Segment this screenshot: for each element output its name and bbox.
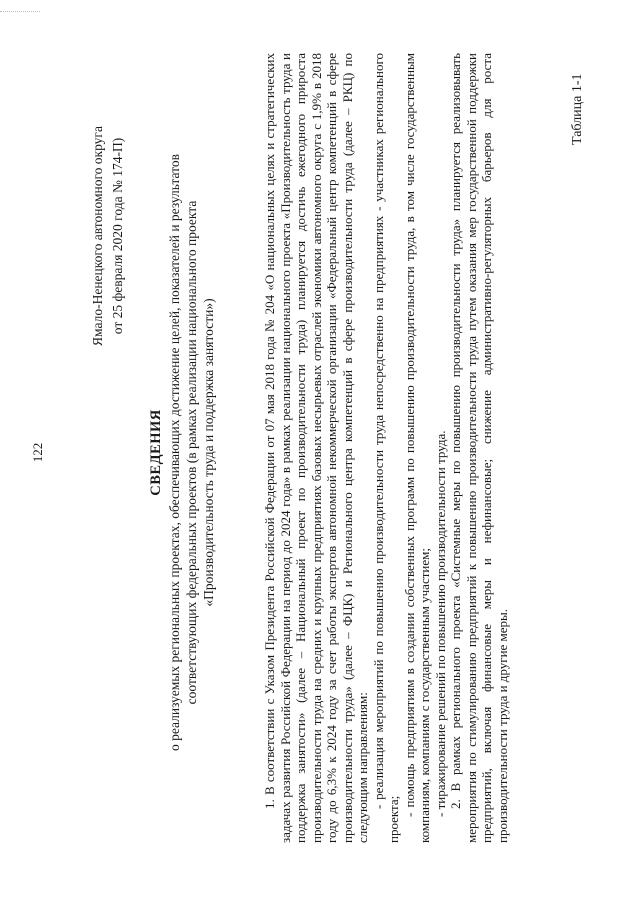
page-number: 122 <box>30 442 45 463</box>
paragraph-bullet-3: - тиражирование решений по повышению производительности труда. <box>432 430 448 817</box>
paragraph-1: 1. В соответствии с Указом Президента Российской Федерации от 07 мая 2018 года № 204 «О национальных целях и стратегических задачах развития Российской Федерации на период до 2024 года» в рамках реализации национального проекта «Производительность труда и поддержка занятости» (далее – Национальный проект по производительности труда) планируется достичь ежегодного прироста производительности труда на средних и крупных предприятиях базовых несырьевых отраслей экономики автономного округа с 1,9% в 2018 году до 6,3% к 2024 году за счет работы экспертов автономной некоммерческой организации «Федеральный центр компетенций в сфере производительности труда» (далее – ФЦК) и Регионального центра компетенций в сфере производительности труда (далее – РКЦ) по следующим направлениям: <box>262 53 370 843</box>
document-header <box>88 100 128 372</box>
subtitle-line-3: «Производительность труда и поддержка занятости») <box>201 298 216 607</box>
table-label: Таблица 1-1 <box>570 73 585 145</box>
header-line-1: Ямало-Ненецкого автономного округа <box>90 126 105 346</box>
subtitle-line-2: соответствующих федеральных проектов (в рамках реализации национального проекта <box>184 200 199 705</box>
page-title: СВЕДЕНИЯ <box>148 409 164 496</box>
header-line-2: от 25 февраля 2020 года № 174-П) <box>110 137 125 335</box>
paragraph-bullet-1: - реализация мероприятий по повышению производительности труда непосредственно на предприятиях - участниках регионального проекта; <box>370 53 401 843</box>
subtitle-line-1: о реализуемых региональных проектах, обеспечивающих достижение целей, показателей и результатов <box>167 154 182 751</box>
page-subtitle <box>166 40 217 865</box>
body-text <box>262 53 510 843</box>
paragraph-2: 2. В рамках регионального проекта «Системные меры по повышению производительности труда» планируется реализовывать мероприятия по стимулированию предприятий к повышению производительности труда путем оказания мер государственной поддержки предприятий, включая финансовые меры и нефинансовые; снижение административно-регуляторных барьеров для роста производительности труда и другие меры. <box>448 53 510 843</box>
paragraph-bullet-2: - помощь предприятиям в создании собственных программ по повышению производительности труда, в том числе государственным компаниям, компаниям с государственным участием; <box>401 53 432 843</box>
